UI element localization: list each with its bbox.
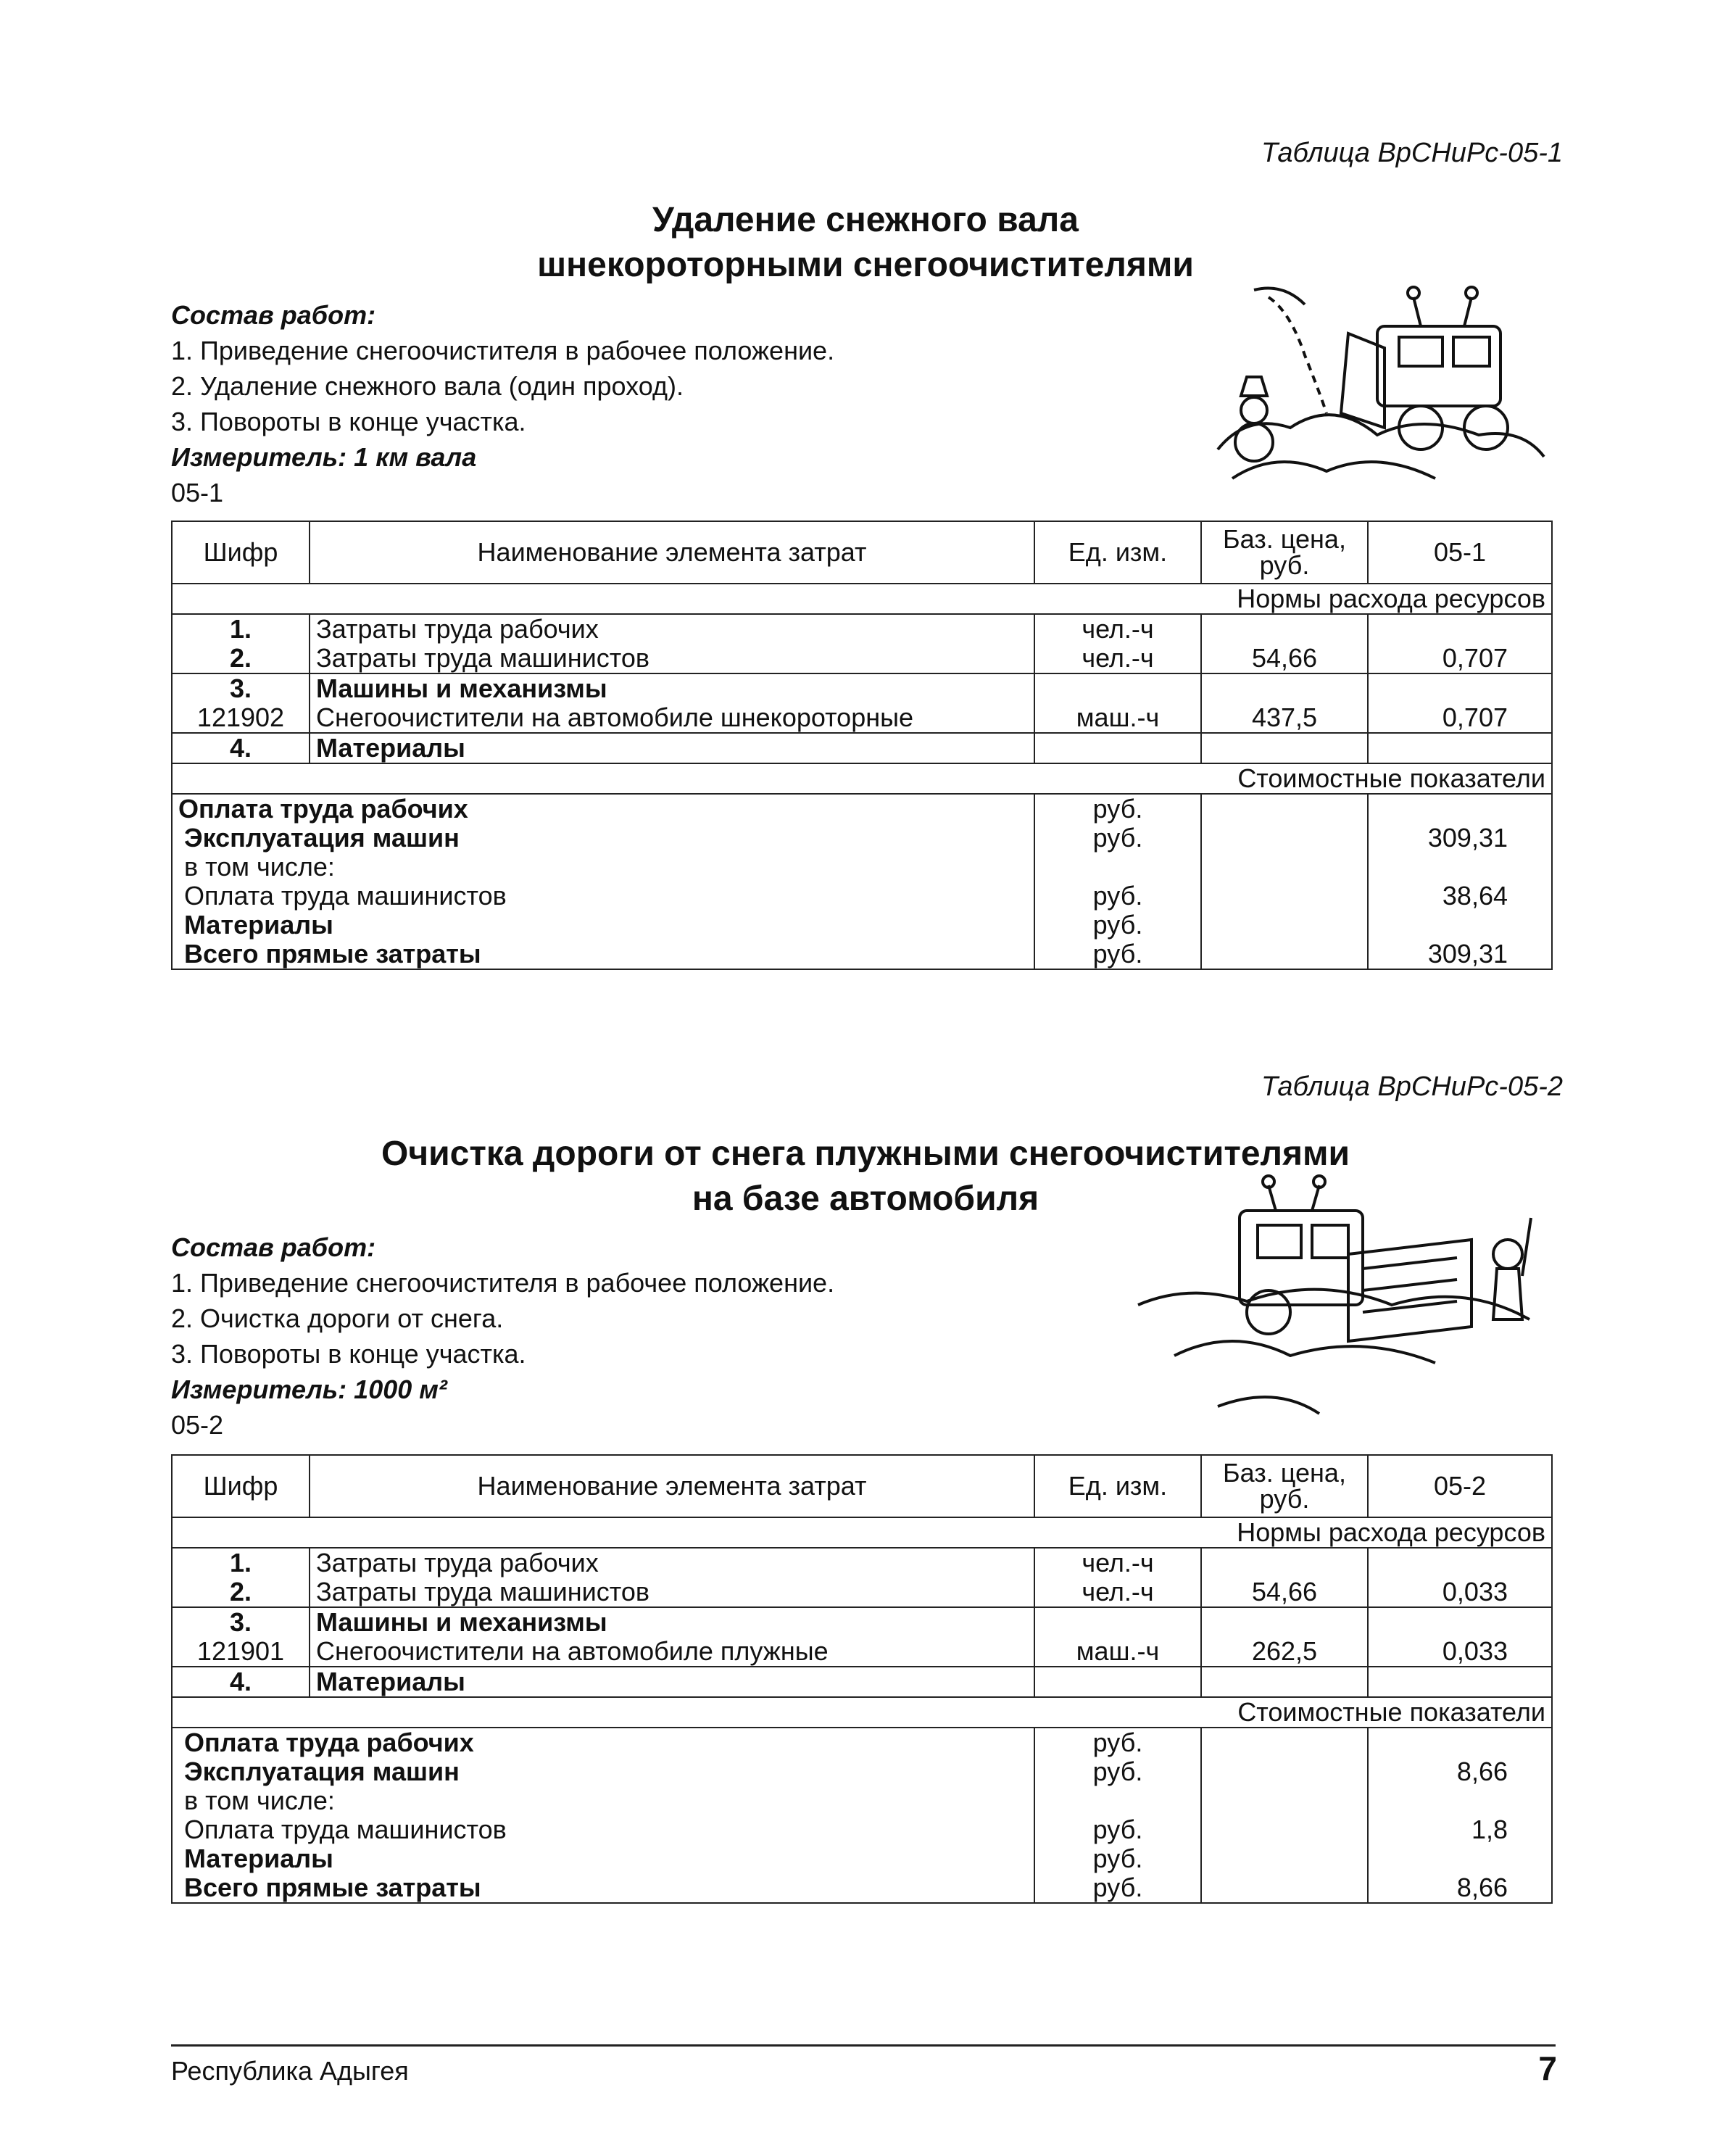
cost-unit: руб. <box>1034 1757 1201 1786</box>
row-unit <box>1034 673 1201 703</box>
row-price <box>1201 1607 1368 1637</box>
row-value: 0,033 <box>1368 1637 1552 1667</box>
row-code: 4. <box>172 1667 310 1697</box>
row-value <box>1368 673 1552 703</box>
header-code: Шифр <box>172 521 310 584</box>
table-header <box>172 521 1552 584</box>
cost-name: Оплата труда машинистов <box>172 882 1034 911</box>
header-unit: Ед. изм. <box>1034 1455 1201 1517</box>
row-value <box>1368 1667 1552 1697</box>
row-name: Затраты труда машинистов <box>310 644 1034 673</box>
cost-value <box>1368 911 1552 940</box>
work-heading: Состав работ: <box>171 1232 376 1262</box>
table-row <box>172 1607 1552 1637</box>
section-title-line2: шнекороторными снегоочистителями <box>537 246 1194 284</box>
row-name: Затраты труда рабочих <box>310 1548 1034 1577</box>
cost-value: 1,8 <box>1368 1815 1552 1844</box>
row-value <box>1368 733 1552 763</box>
table-row <box>172 644 1552 673</box>
cost-unit: руб. <box>1034 824 1201 853</box>
header-price: Баз. цена, руб. <box>1201 1455 1368 1517</box>
header-code: Шифр <box>172 1455 310 1517</box>
cost-row <box>172 1728 1552 1757</box>
row-price <box>1201 733 1368 763</box>
cost-unit: руб. <box>1034 911 1201 940</box>
table-row <box>172 703 1552 733</box>
section-title-line2: на базе автомобиля <box>692 1179 1039 1218</box>
cost-label: Стоимостные показатели <box>172 1697 1552 1728</box>
table-row <box>172 1667 1552 1697</box>
cost-name: Всего прямые затраты <box>172 940 1034 969</box>
cost-value <box>1368 1786 1552 1815</box>
row-name: Затраты труда машинистов <box>310 1577 1034 1607</box>
row-value: 0,707 <box>1368 644 1552 673</box>
row-unit <box>1034 733 1201 763</box>
table-row <box>172 1637 1552 1667</box>
row-name: Снегоочистители на автомобиле шнекороторные <box>310 703 1034 733</box>
cost-value: 309,31 <box>1368 940 1552 969</box>
header-unit: Ед. изм. <box>1034 521 1201 584</box>
cost-row <box>172 1786 1552 1815</box>
row-code: 121901 <box>172 1637 310 1667</box>
row-name: Затраты труда рабочих <box>310 614 1034 644</box>
cost-row <box>172 882 1552 911</box>
cost-row <box>172 1815 1552 1844</box>
row-value <box>1368 614 1552 644</box>
cost-name: в том числе: <box>172 1786 1034 1815</box>
row-price: 262,5 <box>1201 1637 1368 1667</box>
cost-unit: руб. <box>1034 1728 1201 1757</box>
header-column: 05-2 <box>1368 1455 1552 1517</box>
cost-unit: руб. <box>1034 794 1201 824</box>
cost-name: Эксплуатация машин <box>172 1757 1034 1786</box>
snowplow-illustration <box>1131 1174 1537 1435</box>
cost-unit: руб. <box>1034 1844 1201 1873</box>
cost-name: Оплата труда рабочих <box>172 1728 1034 1757</box>
cost-table <box>171 1454 1553 1904</box>
row-value: 0,033 <box>1368 1577 1552 1607</box>
section-title: Очистка дороги от снега плужными снегоочистителями <box>381 1135 1350 1173</box>
header-name: Наименование элемента затрат <box>310 1455 1034 1517</box>
row-name: Материалы <box>310 733 1034 763</box>
table-row <box>172 1548 1552 1577</box>
cost-name: Оплата труда рабочих <box>172 794 1034 824</box>
cost-value <box>1368 794 1552 824</box>
row-code: 121902 <box>172 703 310 733</box>
row-value: 0,707 <box>1368 703 1552 733</box>
cost-value <box>1368 1728 1552 1757</box>
cost-name: в том числе: <box>172 853 1034 882</box>
row-unit: чел.-ч <box>1034 1577 1201 1607</box>
cost-name: Оплата труда машинистов <box>172 1815 1034 1844</box>
meter: Измеритель: 1 км вала <box>171 442 477 472</box>
work-step: 2. Очистка дороги от снега. <box>171 1303 504 1333</box>
row-code: 3. <box>172 673 310 703</box>
table-reference: Таблица ВрСНиРс-05-2 <box>1261 1071 1563 1102</box>
cost-table <box>171 521 1553 970</box>
row-code: 2. <box>172 1577 310 1607</box>
cost-value: 309,31 <box>1368 824 1552 853</box>
work-composition <box>171 297 834 510</box>
header-column: 05-1 <box>1368 521 1552 584</box>
cost-unit: руб. <box>1034 1815 1201 1844</box>
norms-label: Нормы расхода ресурсов <box>172 584 1552 614</box>
row-unit: маш.-ч <box>1034 1637 1201 1667</box>
snowblower-illustration <box>1203 268 1551 500</box>
code-label: 05-2 <box>171 1410 224 1440</box>
cost-value <box>1368 1844 1552 1873</box>
row-price: 54,66 <box>1201 1577 1368 1607</box>
row-code: 2. <box>172 644 310 673</box>
cost-value <box>1368 853 1552 882</box>
code-label: 05-1 <box>171 478 224 507</box>
row-value <box>1368 1548 1552 1577</box>
row-code: 3. <box>172 1607 310 1637</box>
cost-unit <box>1034 853 1201 882</box>
table-row <box>172 733 1552 763</box>
work-composition <box>171 1230 834 1443</box>
header-price: Баз. цена, руб. <box>1201 521 1368 584</box>
row-price: 437,5 <box>1201 703 1368 733</box>
work-step: 3. Повороты в конце участка. <box>171 1339 526 1369</box>
footer-region: Республика Адыгея <box>171 2056 409 2086</box>
cost-row <box>172 824 1552 853</box>
row-unit: чел.-ч <box>1034 614 1201 644</box>
footer-divider <box>171 2044 1556 2047</box>
row-name: Снегоочистители на автомобиле плужные <box>310 1637 1034 1667</box>
row-unit: маш.-ч <box>1034 703 1201 733</box>
cost-value: 8,66 <box>1368 1757 1552 1786</box>
table-header <box>172 1455 1552 1517</box>
work-step: 2. Удаление снежного вала (один проход). <box>171 371 684 401</box>
cost-unit: руб. <box>1034 1873 1201 1903</box>
cost-row <box>172 911 1552 940</box>
work-step: 3. Повороты в конце участка. <box>171 407 526 436</box>
row-name: Машины и механизмы <box>310 1607 1034 1637</box>
cost-unit: руб. <box>1034 882 1201 911</box>
cost-unit <box>1034 1786 1201 1815</box>
table-row <box>172 614 1552 644</box>
work-heading: Состав работ: <box>171 300 376 330</box>
cost-name: Материалы <box>172 1844 1034 1873</box>
cost-name: Всего прямые затраты <box>172 1873 1034 1903</box>
header-name: Наименование элемента затрат <box>310 521 1034 584</box>
row-name: Материалы <box>310 1667 1034 1697</box>
work-step: 1. Приведение снегоочистителя в рабочее положение. <box>171 336 835 365</box>
row-code: 1. <box>172 1548 310 1577</box>
section-title: Удаление снежного вала <box>652 201 1079 239</box>
cost-name: Эксплуатация машин <box>172 824 1034 853</box>
cost-row <box>172 794 1552 824</box>
cost-unit: руб. <box>1034 940 1201 969</box>
row-unit <box>1034 1607 1201 1637</box>
cost-row <box>172 1873 1552 1903</box>
meter: Измеритель: 1000 м² <box>171 1375 447 1404</box>
table-row <box>172 673 1552 703</box>
row-price: 54,66 <box>1201 644 1368 673</box>
row-price <box>1201 1667 1368 1697</box>
cost-label: Стоимостные показатели <box>172 763 1552 794</box>
cost-row <box>172 1757 1552 1786</box>
row-code: 4. <box>172 733 310 763</box>
cost-name: Материалы <box>172 911 1034 940</box>
table-row <box>172 1577 1552 1607</box>
page-number: 7 <box>1538 2049 1557 2087</box>
row-code: 1. <box>172 614 310 644</box>
row-name: Машины и механизмы <box>310 673 1034 703</box>
row-unit: чел.-ч <box>1034 644 1201 673</box>
cost-value: 38,64 <box>1368 882 1552 911</box>
row-value <box>1368 1607 1552 1637</box>
row-price <box>1201 1548 1368 1577</box>
cost-row <box>172 853 1552 882</box>
row-price <box>1201 614 1368 644</box>
table-reference: Таблица ВрСНиРс-05-1 <box>1261 138 1563 168</box>
row-price <box>1201 673 1368 703</box>
cost-value: 8,66 <box>1368 1873 1552 1903</box>
work-step: 1. Приведение снегоочистителя в рабочее положение. <box>171 1268 835 1298</box>
norms-label: Нормы расхода ресурсов <box>172 1517 1552 1548</box>
row-unit: чел.-ч <box>1034 1548 1201 1577</box>
cost-row <box>172 1844 1552 1873</box>
cost-row <box>172 940 1552 969</box>
row-unit <box>1034 1667 1201 1697</box>
